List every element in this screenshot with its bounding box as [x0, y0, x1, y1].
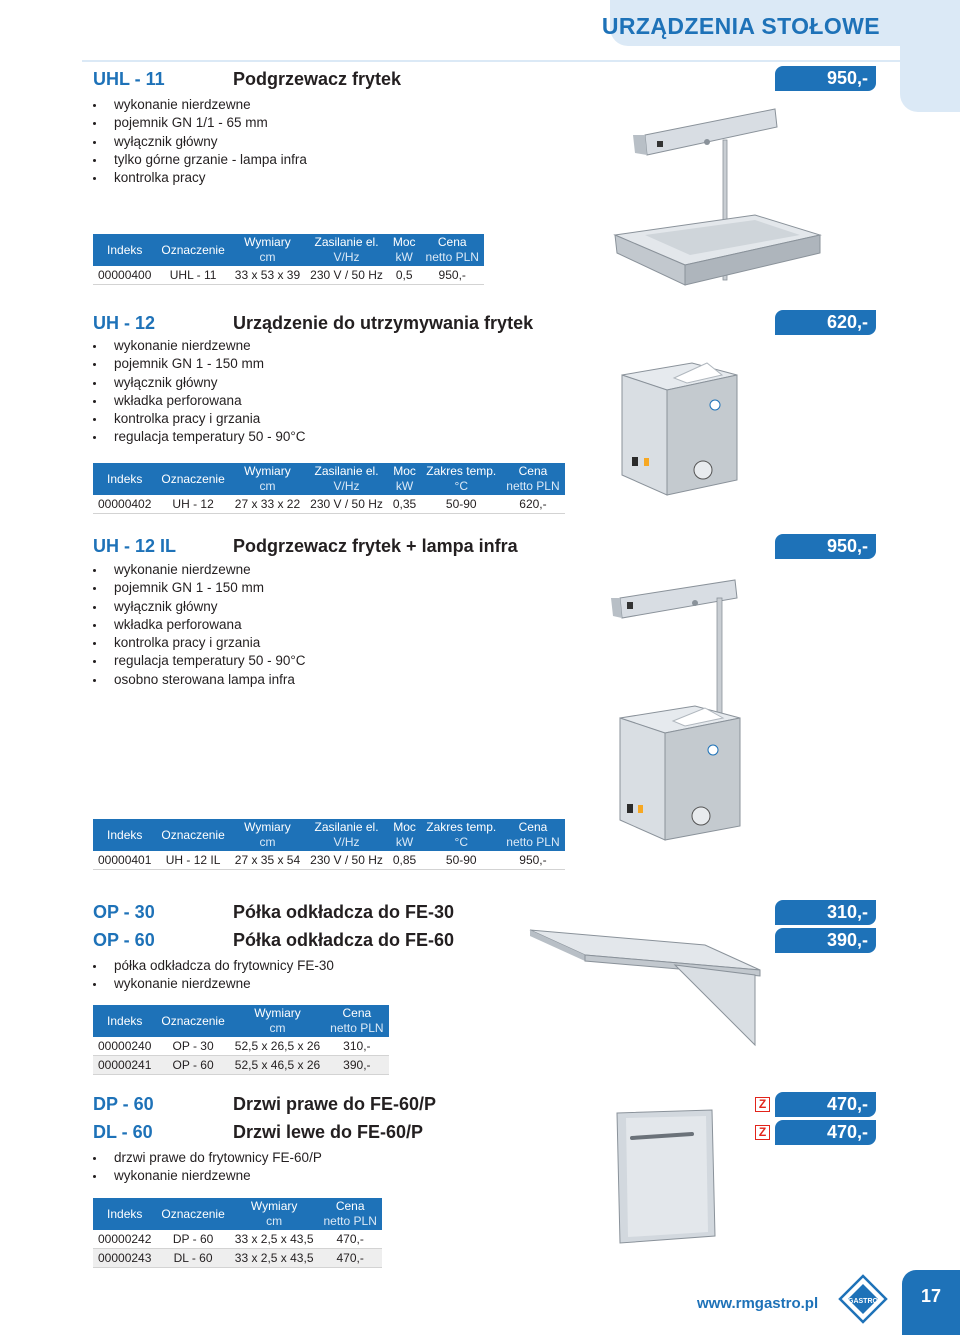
price-badge: 310,- [775, 900, 876, 925]
col-header: Oznaczenie [156, 463, 229, 495]
feature-item: tylko górne grzanie - lampa infra [93, 151, 307, 169]
product-name: Półka odkładcza do FE-60 [233, 930, 455, 950]
feature-item: osobno sterowana lampa infra [93, 671, 306, 689]
cell: 33 x 2,5 x 43,5 [230, 1230, 319, 1249]
product-name: Półka odkładcza do FE-30 [233, 902, 455, 922]
product-code: DL - 60 [93, 1122, 153, 1142]
cell: 230 V / 50 Hz [305, 851, 388, 870]
col-header: Cena netto PLN [325, 1005, 388, 1037]
col-header: Zasilanie el. V/Hz [305, 463, 388, 495]
table-row [93, 1056, 389, 1075]
feature-list [93, 1149, 322, 1186]
col-header: Zasilanie el. V/Hz [305, 234, 388, 266]
cell: 52,5 x 26,5 x 26 [230, 1037, 325, 1056]
col-header: Cena netto PLN [319, 1198, 382, 1230]
col-header: Oznaczenie [156, 1198, 229, 1230]
spec-table [93, 1198, 382, 1268]
feature-item: regulacja temperatury 50 - 90°C [93, 652, 306, 670]
feature-item: wyłącznik główny [93, 133, 307, 151]
product-name: Urządzenie do utrzymywania frytek [233, 313, 534, 333]
price-badge: 390,- [775, 928, 876, 953]
cell: 230 V / 50 Hz [305, 266, 388, 285]
price-badge: 950,- [775, 534, 876, 559]
cell: OP - 30 [156, 1037, 229, 1056]
logo-text: GASTRO [848, 1298, 878, 1305]
col-header: Oznaczenie [156, 234, 229, 266]
product-code: UH - 12 [93, 313, 156, 333]
col-header: Zakres temp. °C [421, 819, 501, 851]
feature-item: pojemnik GN 1/1 - 65 mm [93, 114, 307, 132]
table-row [93, 851, 565, 870]
cell: 390,- [325, 1056, 388, 1075]
cell: 00000401 [93, 851, 156, 870]
col-header: Indeks [93, 819, 156, 851]
cell: 33 x 2,5 x 43,5 [230, 1249, 319, 1268]
cell: 620,- [501, 495, 564, 514]
cell: 50-90 [421, 495, 501, 514]
cell: 27 x 35 x 54 [230, 851, 305, 870]
col-header: Wymiary cm [230, 1005, 325, 1037]
feature-item: wkładka perforowana [93, 392, 306, 410]
product-code: OP - 30 [93, 902, 155, 922]
price-badge: 470,- [775, 1120, 876, 1145]
feature-item: drzwi prawe do frytownicy FE-60/P [93, 1149, 322, 1167]
cell: DP - 60 [156, 1230, 229, 1249]
cell: 00000241 [93, 1056, 156, 1075]
product-image-op [525, 915, 775, 1055]
side-tab [900, 46, 960, 112]
cell: 0,85 [388, 851, 421, 870]
spec-table [93, 463, 565, 514]
col-header: Indeks [93, 234, 156, 266]
feature-item: półka odkładcza do frytownicy FE-30 [93, 957, 334, 975]
col-header: Zakres temp. °C [421, 463, 501, 495]
feature-item: wykonanie nierdzewne [93, 96, 307, 114]
product-image-uh-12 [612, 345, 742, 505]
cell: 950,- [421, 266, 484, 285]
table-row [93, 1249, 382, 1268]
product-image-uhl-11 [605, 95, 835, 295]
spec-table [93, 234, 484, 285]
feature-list [93, 957, 334, 994]
product-name: Drzwi lewe do FE-60/P [233, 1122, 424, 1142]
cell: 470,- [319, 1230, 382, 1249]
cell: DL - 60 [156, 1249, 229, 1268]
product-name: Podgrzewacz frytek [233, 69, 402, 89]
feature-item: wkładka perforowana [93, 616, 306, 634]
cell: 27 x 33 x 22 [230, 495, 305, 514]
feature-item: pojemnik GN 1 - 150 mm [93, 355, 306, 373]
col-header: Cena netto PLN [501, 819, 564, 851]
feature-list [93, 96, 307, 187]
col-header: Oznaczenie [156, 819, 229, 851]
col-header: Indeks [93, 1005, 156, 1037]
product-code: UHL - 11 [93, 69, 165, 89]
col-header: Indeks [93, 1198, 156, 1230]
col-header: Wymiary cm [230, 234, 305, 266]
feature-list [93, 561, 306, 689]
cell: 0,35 [388, 495, 421, 514]
feature-item: wykonanie nierdzewne [93, 561, 306, 579]
cell: 310,- [325, 1037, 388, 1056]
price-badge: 620,- [775, 310, 876, 335]
col-header: Wymiary cm [230, 819, 305, 851]
cell: 00000402 [93, 495, 156, 514]
cell: 00000240 [93, 1037, 156, 1056]
product-image-door [612, 1108, 722, 1248]
cell: 52,5 x 46,5 x 26 [230, 1056, 325, 1075]
spec-table [93, 819, 565, 870]
feature-item: wyłącznik główny [93, 374, 306, 392]
product-code: OP - 60 [93, 930, 155, 950]
feature-item: kontrolka pracy [93, 169, 307, 187]
price-badge: 470,- [775, 1092, 876, 1117]
col-header: Moc kW [388, 819, 421, 851]
cell: OP - 60 [156, 1056, 229, 1075]
cell: UHL - 11 [156, 266, 229, 285]
col-header: Wymiary cm [230, 1198, 319, 1230]
col-header: Cena netto PLN [421, 234, 484, 266]
col-header: Cena netto PLN [501, 463, 564, 495]
cell: 230 V / 50 Hz [305, 495, 388, 514]
cell: 470,- [319, 1249, 382, 1268]
product-code: DP - 60 [93, 1094, 154, 1114]
spec-table [93, 1005, 389, 1075]
feature-item: wykonanie nierdzewne [93, 975, 334, 993]
cell: 00000243 [93, 1249, 156, 1268]
feature-item: kontrolka pracy i grzania [93, 634, 306, 652]
feature-item: wyłącznik główny [93, 598, 306, 616]
feature-list [93, 337, 306, 447]
table-row [93, 495, 565, 514]
table-row [93, 1037, 389, 1056]
price-badge: 950,- [775, 66, 876, 91]
z-badge: Z [755, 1125, 770, 1140]
feature-item: regulacja temperatury 50 - 90°C [93, 428, 306, 446]
cell: 950,- [501, 851, 564, 870]
feature-item: kontrolka pracy i grzania [93, 410, 306, 428]
cell: 0,5 [388, 266, 421, 285]
feature-item: wykonanie nierdzewne [93, 337, 306, 355]
page-number: 17 [902, 1270, 960, 1335]
cell: 00000400 [93, 266, 156, 285]
col-header: Wymiary cm [230, 463, 305, 495]
section-title: URZĄDZENIA STOŁOWE [601, 13, 880, 39]
col-header: Indeks [93, 463, 156, 495]
cell: 00000242 [93, 1230, 156, 1249]
feature-item: wykonanie nierdzewne [93, 1167, 322, 1185]
product-name: Podgrzewacz frytek + lampa infra [233, 536, 518, 556]
z-badge: Z [755, 1097, 770, 1112]
product-image-uh-12-il [605, 568, 755, 858]
table-row [93, 266, 484, 285]
col-header: Moc kW [388, 463, 421, 495]
cell: UH - 12 IL [156, 851, 229, 870]
product-code: UH - 12 IL [93, 536, 177, 556]
feature-item: pojemnik GN 1 - 150 mm [93, 579, 306, 597]
footer-url[interactable]: www.rmgastro.pl [697, 1295, 819, 1312]
col-header: Zasilanie el. V/Hz [305, 819, 388, 851]
cell: 33 x 53 x 39 [230, 266, 305, 285]
col-header: Oznaczenie [156, 1005, 229, 1037]
product-name: Drzwi prawe do FE-60/P [233, 1094, 437, 1114]
table-row [93, 1230, 382, 1249]
col-header: Moc kW [388, 234, 421, 266]
divider [82, 60, 900, 62]
rm-gastro-logo [838, 1274, 888, 1326]
cell: 50-90 [421, 851, 501, 870]
cell: UH - 12 [156, 495, 229, 514]
